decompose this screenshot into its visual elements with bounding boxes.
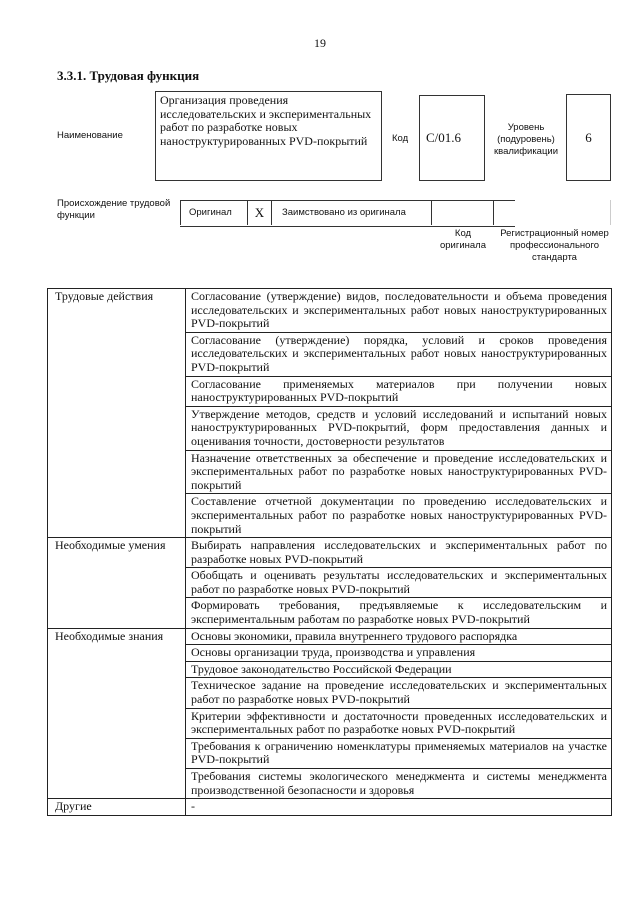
origin-label: Происхождение трудовой функции bbox=[57, 198, 171, 221]
knowledge-item: Техническое задание на проведение исследовательских и экспериментальных работ по разработке новых PVD-покрытий bbox=[186, 678, 612, 708]
category-skills: Необходимые умения bbox=[48, 538, 186, 629]
action-item: Согласование (утверждение) порядка, условий и сроков проведения исследовательских и экспериментальных работ новых наноструктурированных PVD-покрытий bbox=[186, 332, 612, 376]
category-knowledge: Необходимые знания bbox=[48, 628, 186, 799]
knowledge-item: Основы организации труда, производства и управления bbox=[186, 645, 612, 662]
function-name-box: Организация проведения исследовательских и экспериментальных работ по разработке новых наноструктурированных PVD-покрытий bbox=[155, 91, 382, 181]
name-label: Наименование bbox=[57, 130, 123, 141]
action-item: Назначение ответственных за обеспечение и проведение исследовательских и экспериментальных работ по разработке новых наноструктурированных PVD-покрытий bbox=[186, 450, 612, 494]
knowledge-item: Требования системы экологического менеджмента и системы менеджмента производственной безопасности и здоровья bbox=[186, 769, 612, 799]
action-item: Составление отчетной документации по проведению исследовательских и экспериментальных работ по разработке новых наноструктурированных PVD-покрытий bbox=[186, 494, 612, 538]
origin-mark: X bbox=[248, 200, 272, 225]
code-value-box: C/01.6 bbox=[419, 95, 485, 181]
page-number: 19 bbox=[314, 36, 326, 50]
knowledge-item: Основы экономики, правила внутреннего трудового распорядка bbox=[186, 628, 612, 645]
knowledge-item: Трудовое законодательство Российской Федерации bbox=[186, 661, 612, 678]
level-label: Уровень (подуровень) квалификации bbox=[493, 122, 559, 157]
other-item: - bbox=[186, 799, 612, 816]
origin-borrowed: Заимствовано из оригинала bbox=[272, 200, 432, 225]
skill-item: Обобщать и оценивать результаты исследовательских и экспериментальных работ по разработке новых PVD-покрытий bbox=[186, 568, 612, 598]
action-item: Утверждение методов, средств и условий исследований и испытаний новых наноструктурированных PVD-покрытий, форм предоставления данных и оценивания точности, достоверности результатов bbox=[186, 406, 612, 450]
table-row bbox=[48, 289, 612, 333]
action-item: Согласование (утверждение) видов, последовательности и объема проведения исследовательских и экспериментальных работ новых наноструктурированных PVD-покрытий bbox=[186, 289, 612, 333]
category-actions: Трудовые действия bbox=[48, 289, 186, 538]
knowledge-item: Требования к ограничению номенклатуры применяемых материалов на участке PVD-покрытий bbox=[186, 738, 612, 768]
skill-item: Выбирать направления исследовательских и экспериментальных работ по разработке новых PVD-покрытий bbox=[186, 538, 612, 568]
table-row bbox=[48, 538, 612, 568]
knowledge-item: Критерии эффективности и достаточности проведенных исследовательских и экспериментальных работ по разработке новых PVD-покрытий bbox=[186, 708, 612, 738]
origin-original: Оригинал bbox=[180, 200, 248, 225]
code-label: Код bbox=[392, 133, 409, 144]
function-details-table bbox=[47, 288, 612, 816]
table-row bbox=[48, 799, 612, 816]
origin-code-cell bbox=[432, 200, 494, 225]
category-other: Другие bbox=[48, 799, 186, 816]
action-item: Согласование применяемых материалов при получении новых наноструктурированных PVD-покрытий bbox=[186, 376, 612, 406]
table-row bbox=[48, 628, 612, 645]
level-value-box: 6 bbox=[566, 94, 611, 181]
section-title: 3.3.1. Трудовая функция bbox=[57, 68, 200, 83]
origin-reg-cell bbox=[494, 200, 611, 225]
code-original-label: Код оригинала bbox=[439, 228, 486, 251]
skill-item: Формировать требования, предъявляемые к исследовательским и экспериментальным работам по разработке новых PVD-покрытий bbox=[186, 598, 612, 628]
reg-number-label: Регистрационный номер профессионального стандарта bbox=[500, 228, 609, 263]
